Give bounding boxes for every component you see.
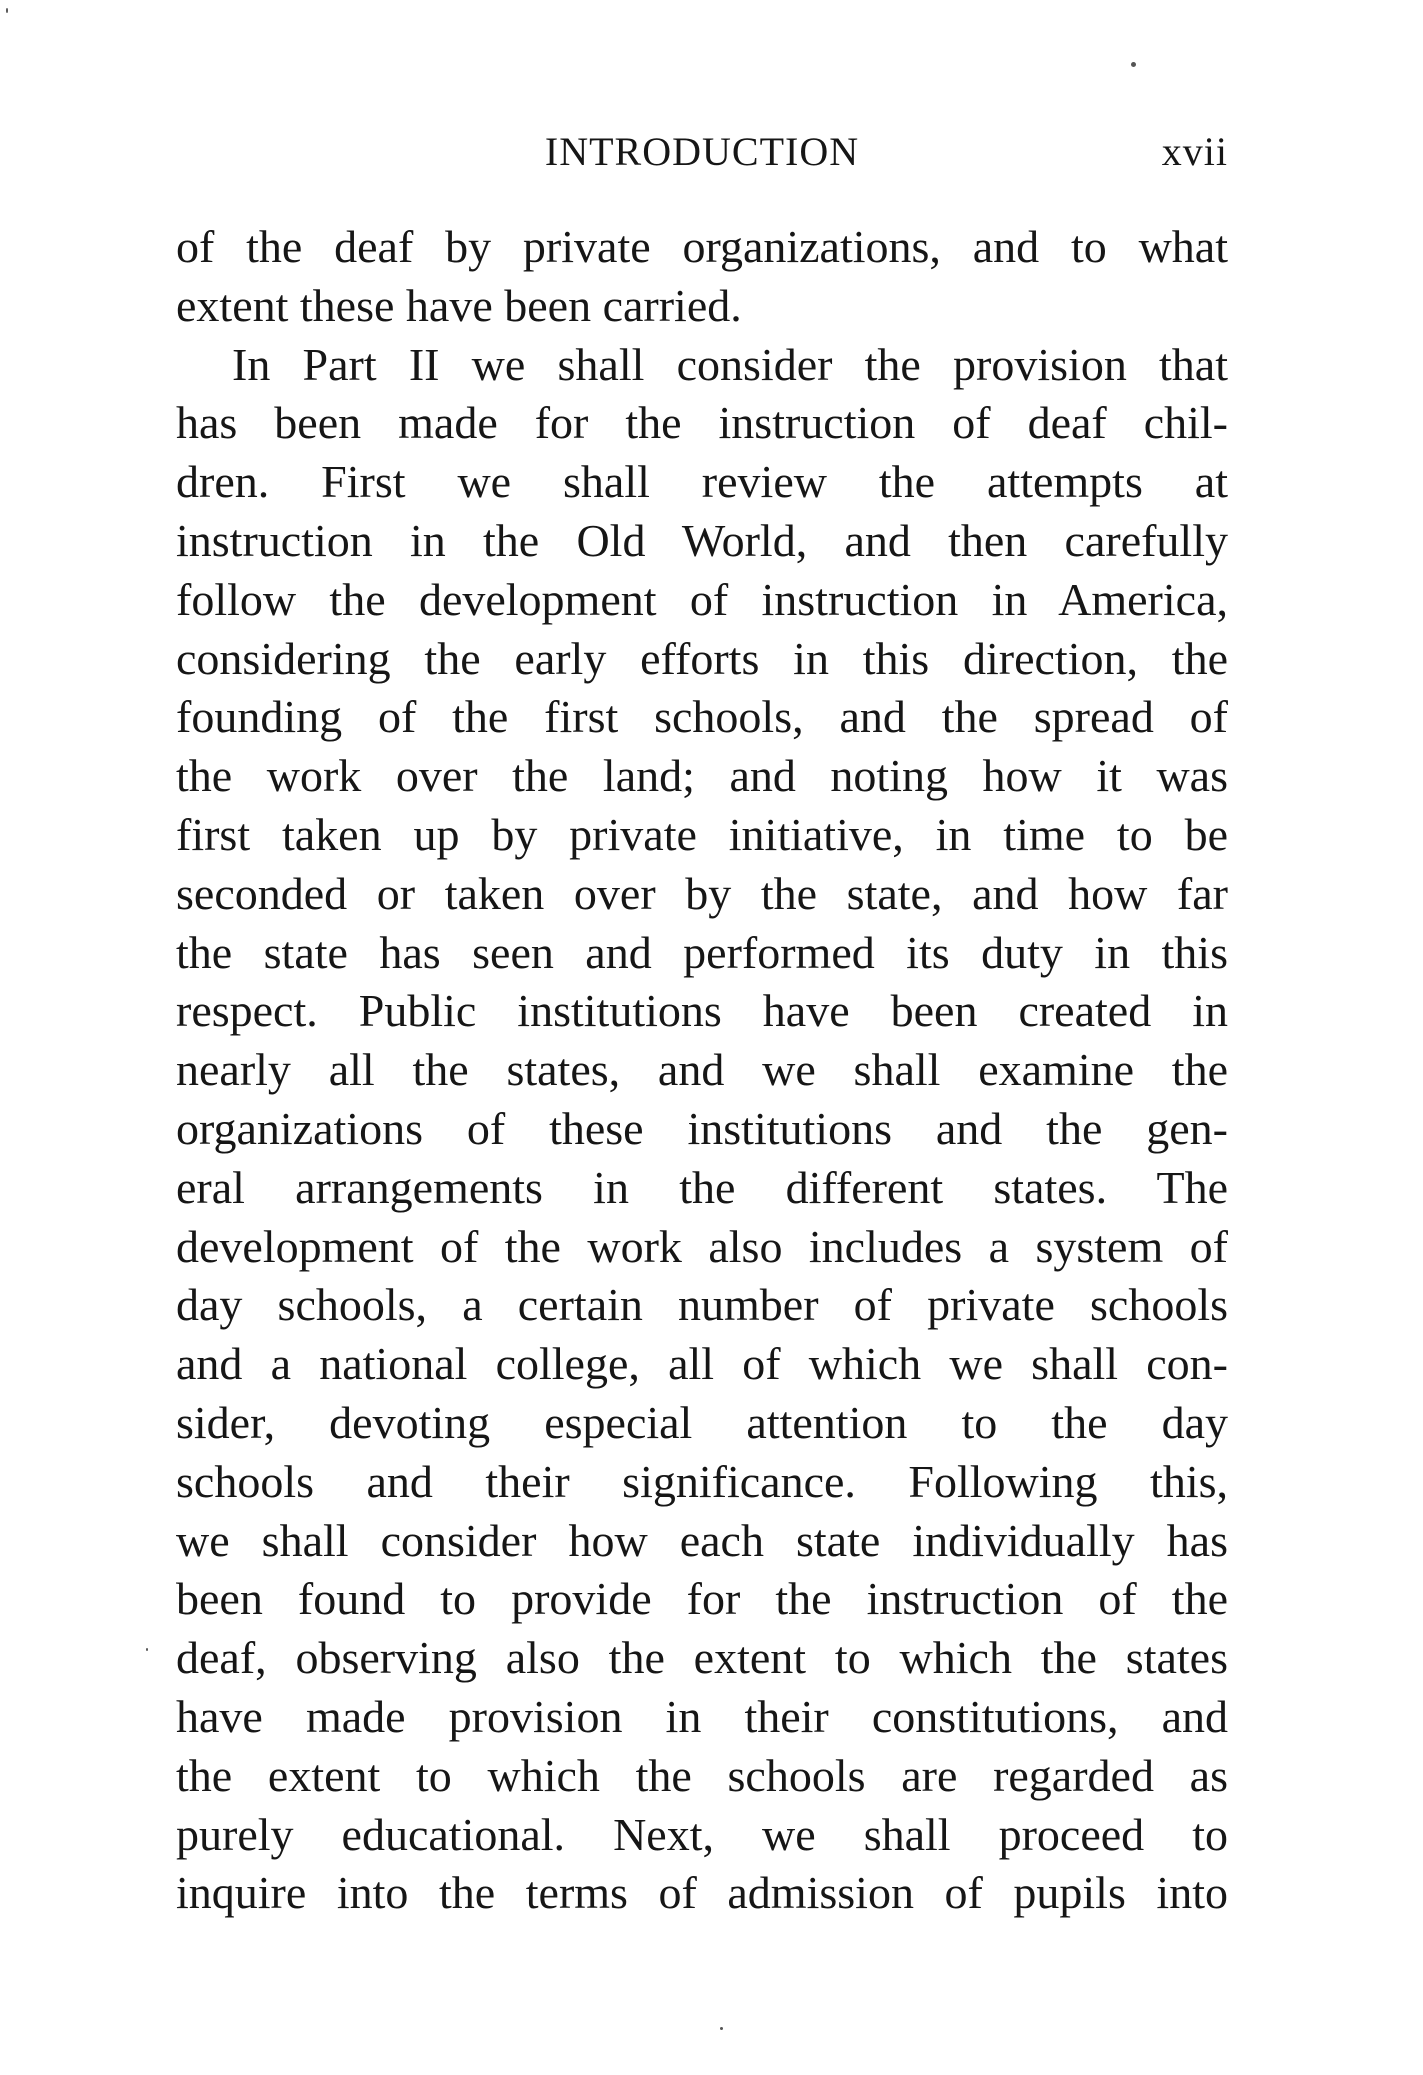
text-line: seconded or taken over by the state, and how far — [176, 867, 1228, 919]
text-line: and a national college, all of which we shall con- — [176, 1338, 1228, 1390]
running-title: INTRODUCTION — [544, 129, 860, 174]
scan-speck — [6, 8, 8, 13]
page-number: xvii — [1161, 129, 1228, 174]
scan-speck — [146, 1648, 148, 1651]
text-line: extent these have been carried. — [176, 279, 742, 331]
text-line: the extent to which the schools are regarded as — [176, 1749, 1228, 1801]
text-line: of the deaf by private organizations, and to what — [176, 221, 1228, 272]
scan-speck — [1131, 62, 1136, 67]
text-line: we shall consider how each state individually has — [176, 1514, 1228, 1566]
text-line: respect. Public institutions have been created in — [176, 985, 1228, 1037]
text-line: deaf, observing also the extent to which the states — [176, 1632, 1228, 1684]
text-line: founding of the first schools, and the spread of — [176, 691, 1228, 743]
text-line: inquire into the terms of admission of pupils into — [176, 1867, 1228, 1919]
scan-speck — [720, 2027, 723, 2030]
text-line: instruction in the Old World, and then carefully — [176, 514, 1228, 566]
running-head — [176, 128, 1228, 178]
paragraph-first-line: In Part II we shall consider the provision that — [232, 338, 1228, 390]
text-line: has been made for the instruction of deaf chil- — [176, 397, 1228, 449]
text-line: considering the early efforts in this direction, the — [176, 632, 1228, 684]
text-line: purely educational. Next, we shall proceed to — [176, 1808, 1228, 1860]
text-line: day schools, a certain number of private schools — [176, 1279, 1228, 1331]
text-line: the work over the land; and noting how it was — [176, 750, 1228, 802]
text-line: follow the development of instruction in America, — [176, 573, 1228, 625]
text-line: sider, devoting especial attention to the day — [176, 1396, 1228, 1448]
text-line: schools and their significance. Following this, — [176, 1455, 1228, 1507]
text-line: development of the work also includes a system of — [176, 1220, 1228, 1272]
text-line: organizations of these institutions and the gen- — [176, 1102, 1228, 1154]
text-line: first taken up by private initiative, in time to be — [176, 808, 1228, 860]
text-line: the state has seen and performed its duty in this — [176, 926, 1228, 978]
text-line: nearly all the states, and we shall examine the — [176, 1044, 1228, 1096]
text-line: have made provision in their constitutions, and — [176, 1690, 1228, 1742]
text-line: been found to provide for the instruction of the — [176, 1573, 1228, 1625]
text-line: eral arrangements in the different states. The — [176, 1161, 1228, 1213]
body-text — [176, 218, 1228, 1923]
text-line: dren. First we shall review the attempts at — [176, 456, 1228, 508]
